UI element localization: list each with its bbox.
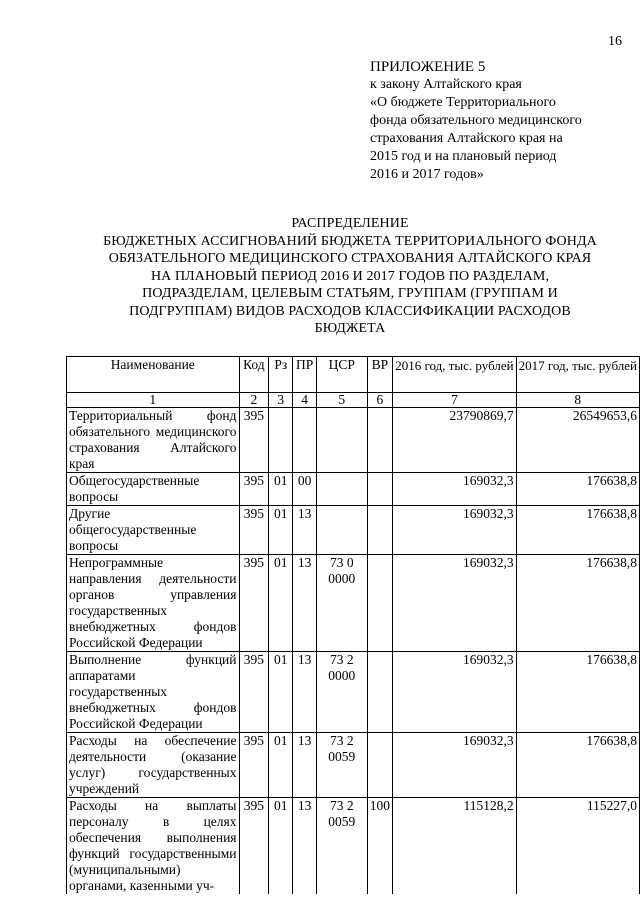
appendix-line: страхования Алтайского края на xyxy=(370,131,563,146)
column-number: 5 xyxy=(316,393,367,408)
row-vr xyxy=(367,733,393,798)
row-2016: 169032,3 xyxy=(393,555,516,652)
appendix-line: фонда обязательного медицинского xyxy=(370,113,582,128)
header-name: Наименование xyxy=(67,357,240,393)
row-2016: 169032,3 xyxy=(393,733,516,798)
appendix-title: ПРИЛОЖЕНИЕ 5 xyxy=(370,59,486,75)
heading-line: ОБЯЗАТЕЛЬНОГО МЕДИЦИНСКОГО СТРАХОВАНИЯ АЛТАЙСКОГО КРАЯ xyxy=(108,251,592,266)
table-row xyxy=(67,506,640,555)
row-2016: 169032,3 xyxy=(393,652,516,733)
row-2017: 176638,8 xyxy=(516,506,639,555)
row-name: Непрограммные направления деятельности органов управления государственных внебюджетных фондов Российской Федерации xyxy=(67,555,240,652)
header-csr: ЦСР xyxy=(316,357,367,393)
column-number-row xyxy=(67,393,640,408)
row-csr: 73 2 0059 xyxy=(316,798,367,895)
row-kod: 395 xyxy=(239,798,269,895)
row-2016: 115128,2 xyxy=(393,798,516,895)
row-2017: 176638,8 xyxy=(516,555,639,652)
row-name: Выполнение функций аппаратами государственных внебюджетных фондов Российской Федерации xyxy=(67,652,240,733)
table-row xyxy=(67,408,640,473)
table-row xyxy=(67,733,640,798)
row-rz: 01 xyxy=(269,506,293,555)
row-pr: 00 xyxy=(293,473,317,506)
heading-line: ПОДРАЗДЕЛАМ, ЦЕЛЕВЫМ СТАТЬЯМ, ГРУППАМ (ГРУППАМ И xyxy=(142,286,558,301)
table-row xyxy=(67,555,640,652)
row-2017: 176638,8 xyxy=(516,652,639,733)
budget-table xyxy=(66,356,640,894)
table-row xyxy=(67,798,640,895)
row-csr xyxy=(316,408,367,473)
header-2017: 2017 год, тыс. рублей xyxy=(516,357,639,393)
row-kod: 395 xyxy=(239,555,269,652)
row-csr: 73 0 0000 xyxy=(316,555,367,652)
row-2016: 169032,3 xyxy=(393,506,516,555)
row-vr xyxy=(367,555,393,652)
heading-line: РАСПРЕДЕЛЕНИЕ xyxy=(291,216,409,231)
row-vr: 100 xyxy=(367,798,393,895)
row-rz: 01 xyxy=(269,798,293,895)
column-number: 6 xyxy=(367,393,393,408)
page-number: 16 xyxy=(608,34,622,49)
row-name: Общегосударственные вопросы xyxy=(67,473,240,506)
row-pr: 13 xyxy=(293,798,317,895)
table-row xyxy=(67,473,640,506)
row-vr xyxy=(367,408,393,473)
header-2016: 2016 год, тыс. рублей xyxy=(393,357,516,393)
row-2017: 115227,0 xyxy=(516,798,639,895)
row-2016: 169032,3 xyxy=(393,473,516,506)
column-number: 2 xyxy=(239,393,269,408)
row-name: Территориальный фонд обязательного медицинского страхования Алтайского края xyxy=(67,408,240,473)
row-vr xyxy=(367,652,393,733)
row-csr: 73 2 0059 xyxy=(316,733,367,798)
row-csr xyxy=(316,473,367,506)
row-rz: 01 xyxy=(269,733,293,798)
header-vr: ВР xyxy=(367,357,393,393)
row-pr: 13 xyxy=(293,506,317,555)
row-kod: 395 xyxy=(239,473,269,506)
header-rz: Рз xyxy=(269,357,293,393)
row-vr xyxy=(367,506,393,555)
row-2017: 176638,8 xyxy=(516,473,639,506)
appendix-line: 2015 год и на плановый период xyxy=(370,149,557,164)
row-2017: 176638,8 xyxy=(516,733,639,798)
row-rz: 01 xyxy=(269,555,293,652)
heading-line: БЮДЖЕТНЫХ АССИГНОВАНИЙ БЮДЖЕТА ТЕРРИТОРИАЛЬНОГО ФОНДА xyxy=(103,233,597,249)
heading-line: НА ПЛАНОВЫЙ ПЕРИОД 2016 И 2017 ГОДОВ ПО РАЗДЕЛАМ, xyxy=(150,268,550,284)
row-kod: 395 xyxy=(239,652,269,733)
row-rz xyxy=(269,408,293,473)
row-csr: 73 2 0000 xyxy=(316,652,367,733)
row-kod: 395 xyxy=(239,733,269,798)
heading-line: ПОДГРУППАМ) ВИДОВ РАСХОДОВ КЛАССИФИКАЦИИ РАСХОДОВ xyxy=(129,303,571,319)
appendix-line: 2016 и 2017 годов» xyxy=(370,167,484,182)
row-csr xyxy=(316,506,367,555)
appendix-block xyxy=(370,58,620,184)
heading-line: БЮДЖЕТА xyxy=(314,321,386,336)
column-number: 7 xyxy=(393,393,516,408)
row-2016: 23790869,7 xyxy=(393,408,516,473)
appendix-line: «О бюджете Территориального xyxy=(370,95,556,110)
column-number: 8 xyxy=(516,393,639,408)
row-name: Расходы на выплаты персоналу в целях обеспечения выполнения функций государственными (муниципальными) органами, казенными уч- xyxy=(67,798,240,895)
column-number: 1 xyxy=(67,393,240,408)
row-rz: 01 xyxy=(269,652,293,733)
row-pr xyxy=(293,408,317,473)
row-vr xyxy=(367,473,393,506)
row-kod: 395 xyxy=(239,506,269,555)
appendix-line: к закону Алтайского края xyxy=(370,77,522,92)
row-name: Расходы на обеспечение деятельности (оказание услуг) государственных учреждений xyxy=(67,733,240,798)
row-pr: 13 xyxy=(293,555,317,652)
header-kod: Код xyxy=(239,357,269,393)
row-rz: 01 xyxy=(269,473,293,506)
header-pr: ПР xyxy=(293,357,317,393)
row-pr: 13 xyxy=(293,733,317,798)
row-name: Другие общегосударственные вопросы xyxy=(67,506,240,555)
row-2017: 26549653,6 xyxy=(516,408,639,473)
header-row xyxy=(67,357,640,393)
row-kod: 395 xyxy=(239,408,269,473)
column-number: 3 xyxy=(269,393,293,408)
document-heading xyxy=(70,215,630,338)
column-number: 4 xyxy=(293,393,317,408)
table-row xyxy=(67,652,640,733)
row-pr: 13 xyxy=(293,652,317,733)
